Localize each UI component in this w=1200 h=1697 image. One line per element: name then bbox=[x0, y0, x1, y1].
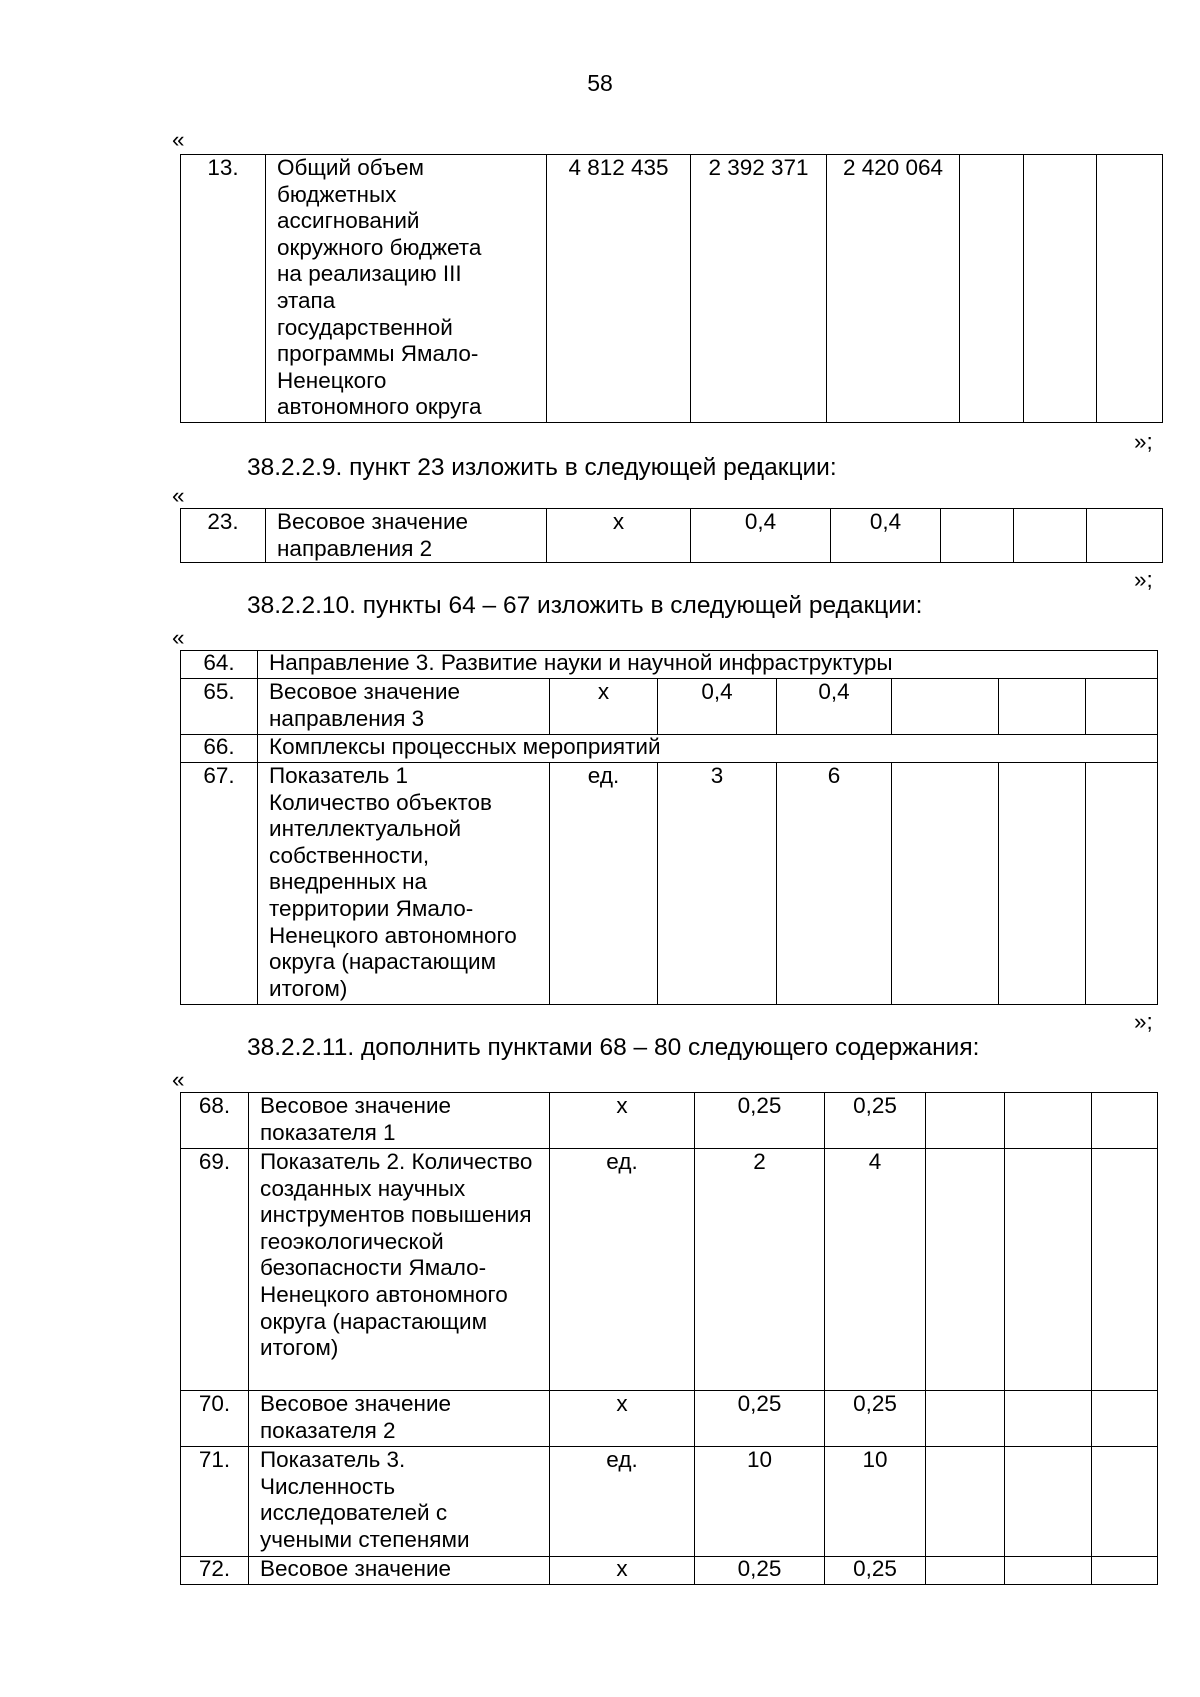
value-cell: 2 420 064 bbox=[827, 155, 960, 423]
empty-cell bbox=[1092, 1557, 1158, 1585]
value-cell: 0,25 bbox=[825, 1557, 926, 1585]
empty-cell bbox=[1092, 1149, 1158, 1391]
empty-cell bbox=[926, 1149, 1005, 1391]
row-number: 70. bbox=[181, 1391, 249, 1447]
value-cell: ед. bbox=[550, 1149, 695, 1391]
quote-open: « bbox=[172, 625, 185, 650]
row-number: 65. bbox=[181, 679, 258, 735]
row-text: Показатель 2. Количество созданных научных инструментов повышения геоэкологической безопасности Ямало-Ненецкого автономного округа (нарастающим итогом) bbox=[249, 1149, 550, 1391]
empty-cell bbox=[892, 763, 999, 1005]
row-text: Весовое значение показателя 2 bbox=[249, 1391, 550, 1447]
value-cell: х bbox=[550, 1557, 695, 1585]
table-row-23 bbox=[180, 508, 1163, 563]
value-cell: 0,4 bbox=[691, 509, 831, 563]
row-text: Показатель 1 Количество объектов интеллектуальной собственности, внедренных на территории Ямало-Ненецкого автономного округа (нарастающим итогом) bbox=[258, 763, 550, 1005]
value-cell: 0,25 bbox=[695, 1391, 825, 1447]
empty-cell bbox=[1097, 155, 1163, 423]
value-cell: 0,4 bbox=[831, 509, 941, 563]
table-row bbox=[181, 763, 1158, 1005]
table-rows-64-67 bbox=[180, 650, 1158, 1005]
value-cell: 0,25 bbox=[695, 1093, 825, 1149]
table-row bbox=[181, 1391, 1158, 1447]
empty-cell bbox=[960, 155, 1024, 423]
table-row bbox=[181, 735, 1158, 763]
empty-cell bbox=[1024, 155, 1097, 423]
table-row bbox=[181, 155, 1163, 423]
value-cell: х bbox=[547, 509, 691, 563]
value-cell: 0,4 bbox=[777, 679, 892, 735]
value-cell: 0,25 bbox=[825, 1391, 926, 1447]
row-number: 68. bbox=[181, 1093, 249, 1149]
value-cell: 0,25 bbox=[695, 1557, 825, 1585]
value-cell: 10 bbox=[825, 1447, 926, 1557]
empty-cell bbox=[1086, 679, 1158, 735]
table-row bbox=[181, 509, 1163, 563]
section-heading: Комплексы процессных мероприятий bbox=[258, 735, 1158, 763]
paragraph-38-2-2-11: 38.2.2.11. дополнить пунктами 68 – 80 следующего содержания: bbox=[247, 1034, 980, 1061]
empty-cell bbox=[1092, 1391, 1158, 1447]
paragraph-38-2-2-10: 38.2.2.10. пункты 64 – 67 изложить в следующей редакции: bbox=[247, 592, 923, 619]
empty-cell bbox=[926, 1447, 1005, 1557]
value-cell: ед. bbox=[550, 763, 658, 1005]
table-row bbox=[181, 1557, 1158, 1585]
table-rows-68-72 bbox=[180, 1092, 1158, 1585]
empty-cell bbox=[999, 679, 1086, 735]
empty-cell bbox=[1005, 1447, 1092, 1557]
empty-cell bbox=[926, 1557, 1005, 1585]
row-number: 64. bbox=[181, 651, 258, 679]
row-number: 67. bbox=[181, 763, 258, 1005]
empty-cell bbox=[926, 1093, 1005, 1149]
quote-open: « bbox=[172, 483, 185, 508]
section-heading: Направление 3. Развитие науки и научной инфраструктуры bbox=[258, 651, 1158, 679]
row-text: Общий объем бюджетных ассигнований окружного бюджета на реализацию III этапа государственной программы Ямало-Ненецкого автономного округа bbox=[266, 155, 547, 423]
value-cell: х bbox=[550, 1391, 695, 1447]
empty-cell bbox=[1092, 1447, 1158, 1557]
empty-cell bbox=[1086, 763, 1158, 1005]
quote-close: »; bbox=[1134, 429, 1153, 454]
row-number: 72. bbox=[181, 1557, 249, 1585]
value-cell: 3 bbox=[658, 763, 777, 1005]
value-cell: ед. bbox=[550, 1447, 695, 1557]
page-number: 58 bbox=[587, 70, 613, 96]
value-cell: 0,4 bbox=[658, 679, 777, 735]
value-cell: 2 392 371 bbox=[691, 155, 827, 423]
row-number: 69. bbox=[181, 1149, 249, 1391]
table-row bbox=[181, 1447, 1158, 1557]
empty-cell bbox=[1005, 1557, 1092, 1585]
row-text: Показатель 3. Численность исследователей с учеными степенями bbox=[249, 1447, 550, 1557]
empty-cell bbox=[1092, 1093, 1158, 1149]
empty-cell bbox=[1005, 1093, 1092, 1149]
value-cell: 4 bbox=[825, 1149, 926, 1391]
empty-cell bbox=[1005, 1391, 1092, 1447]
value-cell: х bbox=[550, 1093, 695, 1149]
empty-cell bbox=[1014, 509, 1087, 563]
empty-cell bbox=[999, 763, 1086, 1005]
table-row bbox=[181, 1149, 1158, 1391]
quote-close: »; bbox=[1134, 1009, 1153, 1034]
row-text: Весовое значение bbox=[249, 1557, 550, 1585]
value-cell: 10 bbox=[695, 1447, 825, 1557]
empty-cell bbox=[892, 679, 999, 735]
row-number: 13. bbox=[181, 155, 266, 423]
value-cell: х bbox=[550, 679, 658, 735]
value-cell: 2 bbox=[695, 1149, 825, 1391]
paragraph-38-2-2-9: 38.2.2.9. пункт 23 изложить в следующей редакции: bbox=[247, 454, 837, 481]
row-text: Весовое значение направления 3 bbox=[258, 679, 550, 735]
row-text: Весовое значение показателя 1 bbox=[249, 1093, 550, 1149]
value-cell: 4 812 435 bbox=[547, 155, 691, 423]
row-number: 71. bbox=[181, 1447, 249, 1557]
quote-open: « bbox=[172, 127, 185, 152]
empty-cell bbox=[1087, 509, 1163, 563]
row-text: Весовое значение направления 2 bbox=[266, 509, 547, 563]
table-row-13 bbox=[180, 154, 1163, 423]
value-cell: 6 bbox=[777, 763, 892, 1005]
table-row bbox=[181, 679, 1158, 735]
empty-cell bbox=[1005, 1149, 1092, 1391]
row-number: 23. bbox=[181, 509, 266, 563]
quote-open: « bbox=[172, 1067, 185, 1092]
table-row bbox=[181, 1093, 1158, 1149]
row-number: 66. bbox=[181, 735, 258, 763]
value-cell: 0,25 bbox=[825, 1093, 926, 1149]
empty-cell bbox=[941, 509, 1014, 563]
table-row bbox=[181, 651, 1158, 679]
empty-cell bbox=[926, 1391, 1005, 1447]
quote-close: »; bbox=[1134, 567, 1153, 592]
